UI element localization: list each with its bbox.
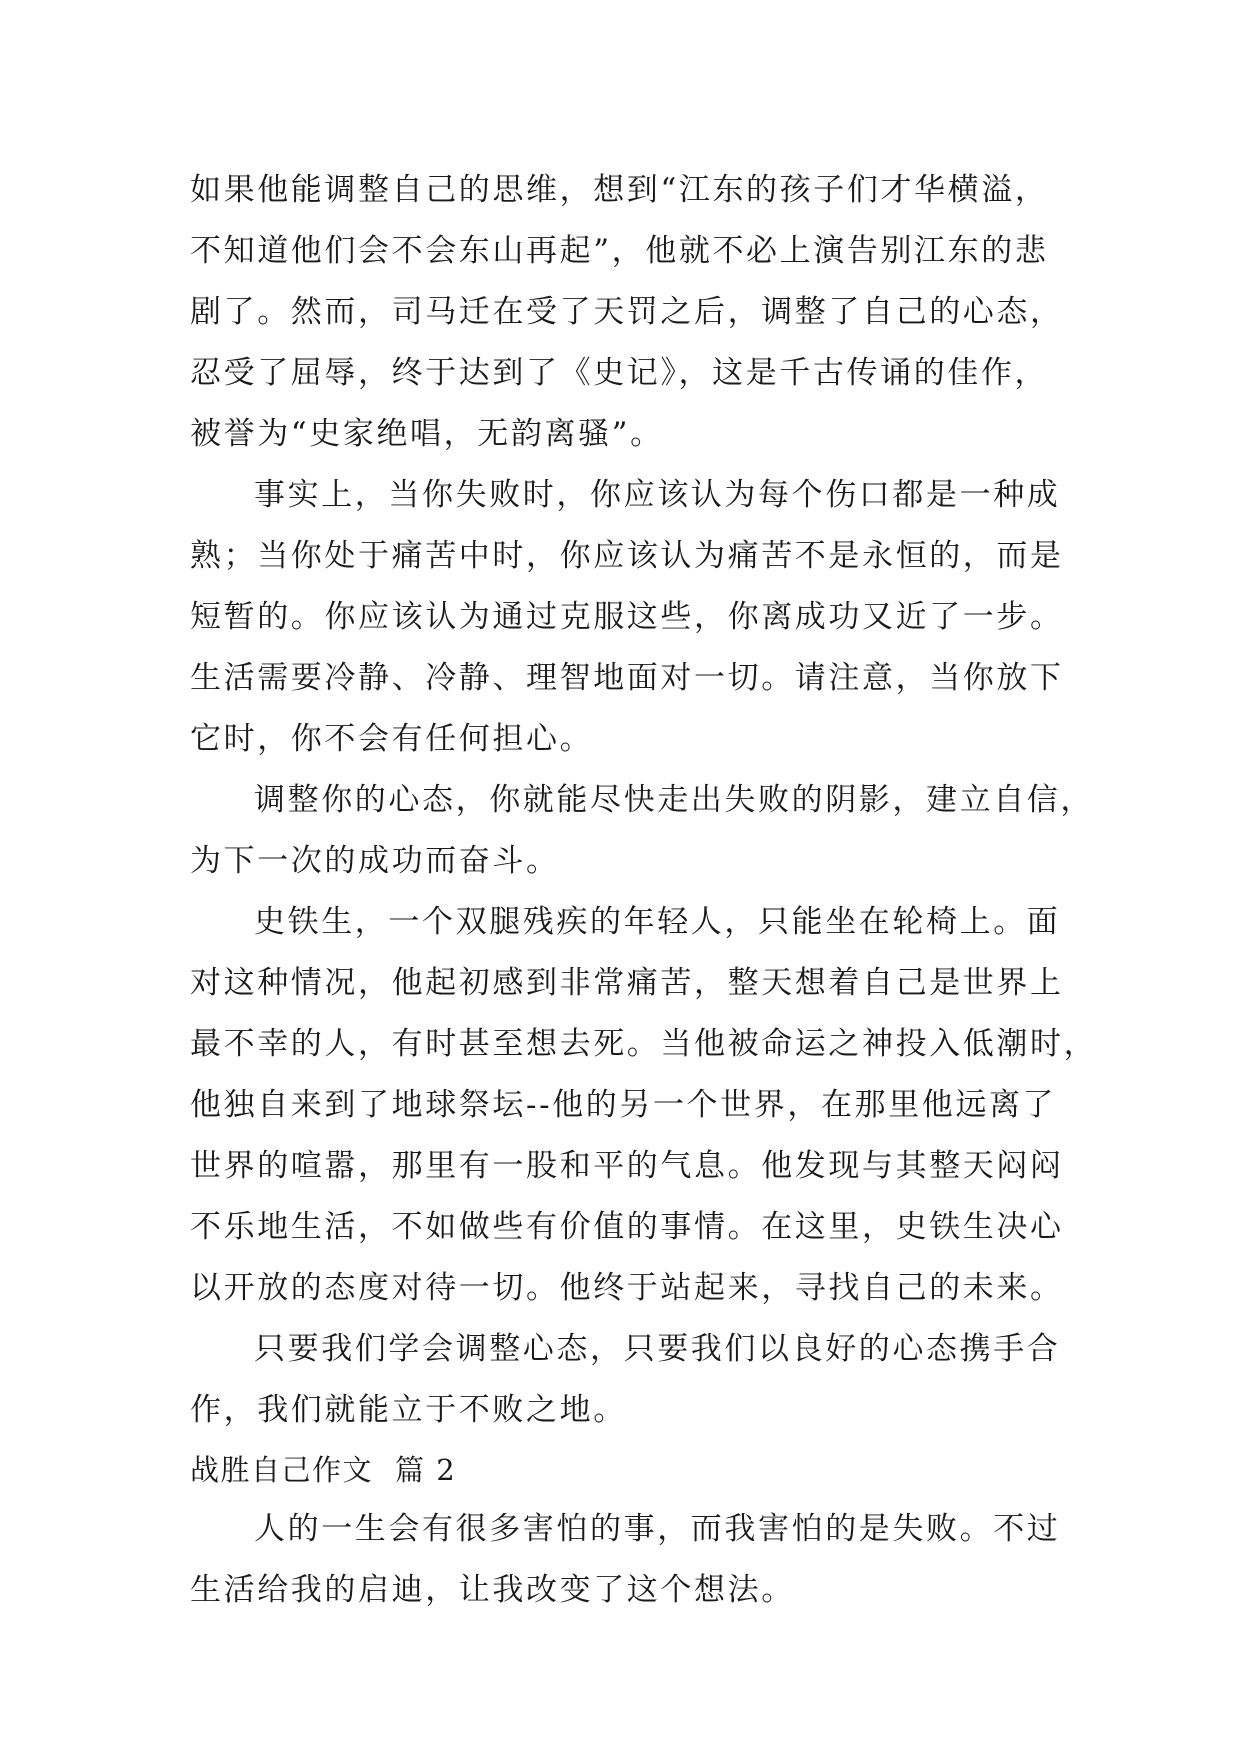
text-line: 只要我们学会调整心态，只要我们以良好的心态携手合 bbox=[254, 1331, 1061, 1367]
section-heading-number: 篇 2 bbox=[395, 1453, 457, 1487]
paragraph bbox=[190, 1499, 1060, 1621]
text-line: 为下一次的成功而奋斗。 bbox=[190, 843, 560, 879]
text-line: 生活给我的启迪，让我改变了这个想法。 bbox=[190, 1572, 795, 1608]
text-line: 如果他能调整自己的思维，想到“江东的孩子们才华横溢， bbox=[190, 172, 1049, 208]
paragraph bbox=[190, 892, 1098, 1319]
text-line: 剧了。然而，司马迁在受了天罚之后，调整了自己的心态， bbox=[190, 294, 1064, 330]
paragraph bbox=[190, 465, 1064, 770]
paragraph bbox=[190, 1319, 1060, 1441]
text-line: 对这种情况，他起初感到非常痛苦，整天想着自己是世界上 bbox=[190, 965, 1064, 1001]
paragraph bbox=[190, 770, 1094, 892]
text-line: 生活需要冷静、冷静、理智地面对一切。请注意，当你放下 bbox=[190, 660, 1064, 696]
section-heading bbox=[190, 1441, 1060, 1499]
text-line: 被誉为“史家绝唱，无韵离骚”。 bbox=[190, 416, 664, 452]
text-line: 短暂的。你应该认为通过克服这些，你离成功又近了一步。 bbox=[190, 599, 1064, 635]
text-line: 作，我们就能立于不败之地。 bbox=[190, 1392, 627, 1428]
text-line: 事实上，当你失败时，你应该认为每个伤口都是一种成 bbox=[254, 477, 1061, 513]
text-line: 最不幸的人，有时甚至想去死。当他被命运之神投入低潮时， bbox=[190, 1026, 1098, 1062]
text-line: 世界的喧嚣，那里有一股和平的气息。他发现与其整天闷闷 bbox=[190, 1148, 1064, 1184]
document-body bbox=[190, 160, 1098, 1621]
text-line: 他独自来到了地球祭坛--他的另一个世界，在那里他远离了 bbox=[190, 1087, 1057, 1123]
text-line: 以开放的态度对待一切。他终于站起来，寻找自己的未来。 bbox=[190, 1270, 1064, 1306]
paragraph bbox=[190, 160, 1064, 465]
text-line: 史铁生，一个双腿残疾的年轻人，只能坐在轮椅上。面 bbox=[254, 904, 1061, 940]
text-line: 调整你的心态，你就能尽快走出失败的阴影，建立自信， bbox=[254, 782, 1094, 818]
text-line: 忍受了屈辱，终于达到了《史记》，这是千古传诵的佳作， bbox=[190, 355, 1049, 391]
text-line: 熟；当你处于痛苦中时，你应该认为痛苦不是永恒的，而是 bbox=[190, 538, 1064, 574]
text-line: 不知道他们会不会东山再起”，他就不必上演告别江东的悲 bbox=[190, 233, 1049, 269]
text-line: 它时，你不会有任何担心。 bbox=[190, 721, 594, 757]
text-line: 人的一生会有很多害怕的事，而我害怕的是失败。不过 bbox=[254, 1511, 1061, 1547]
section-heading-title: 战胜自己作文 bbox=[190, 1453, 374, 1487]
text-line: 不乐地生活，不如做些有价值的事情。在这里，史铁生决心 bbox=[190, 1209, 1064, 1245]
